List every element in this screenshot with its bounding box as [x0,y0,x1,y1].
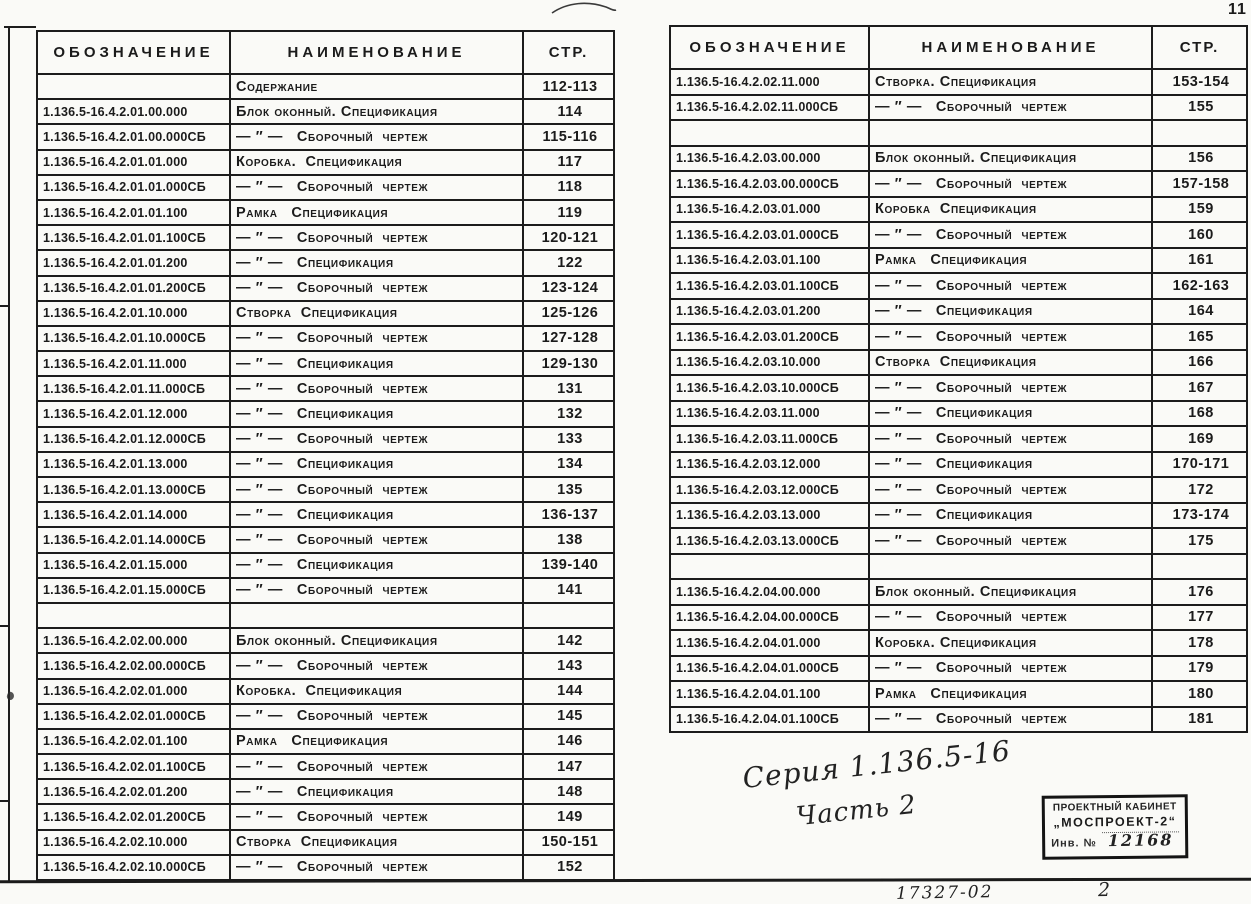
page-cell: 166 [1152,350,1247,376]
designation-cell [37,603,230,628]
designation-cell: 1.136.5-16.4.2.03.12.000 [670,452,869,478]
designation-cell: 1.136.5-16.4.2.01.01.100 [37,200,230,225]
page-cell: 169 [1152,426,1247,452]
table-row [670,401,1247,427]
table-row [37,175,614,200]
name-cell: — ″ — Сборочный чертеж [869,273,1152,299]
page-cell: 123-124 [523,276,614,301]
table-row [37,830,614,855]
stamp-inventory-number: 12168 [1102,831,1180,849]
frame-tick [0,305,9,307]
designation-cell: 1.136.5-16.4.2.03.12.000СБ [670,477,869,503]
table-row [37,704,614,729]
name-cell: Рамка Спецификация [230,729,523,754]
table-row [670,146,1247,172]
table-row [37,628,614,653]
designation-cell: 1.136.5-16.4.2.03.01.100 [670,248,869,274]
page-cell: 125-126 [523,301,614,326]
name-cell: — ″ — Сборочный чертеж [230,527,523,552]
page-cell: 180 [1152,681,1247,707]
name-cell: — ″ — Сборочный чертеж [230,653,523,678]
name-cell: Блок оконный. Спецификация [230,99,523,124]
name-cell: Коробка. Спецификация [230,679,523,704]
table-row [37,326,614,351]
page-corner-number: 11 [1228,1,1247,18]
table-row [670,171,1247,197]
page-cell: 172 [1152,477,1247,503]
designation-cell [670,554,869,580]
table-row [670,69,1247,95]
table-row [37,679,614,704]
name-cell: — ″ — Сборочный чертеж [230,704,523,729]
name-cell: — ″ — Спецификация [230,452,523,477]
page-cell: 168 [1152,401,1247,427]
page-cell: 173-174 [1152,503,1247,529]
stamp-org-name: „МОСПРОЕКТ-2“ [1053,814,1177,830]
name-cell: — ″ — Спецификация [230,250,523,275]
table-row [37,477,614,502]
name-cell: — ″ — Сборочный чертеж [230,427,523,452]
designation-cell: 1.136.5-16.4.2.03.11.000 [670,401,869,427]
name-cell: — ″ — Сборочный чертеж [230,754,523,779]
designation-cell: 1.136.5-16.4.2.01.13.000СБ [37,477,230,502]
name-cell [869,554,1152,580]
stamp-org-line: ПРОЕКТНЫЙ КАБИНЕТ [1052,801,1177,814]
handwritten-series-note: Серия 1.136.5-16 [741,734,1013,795]
table-row [37,502,614,527]
designation-cell: 1.136.5-16.4.2.03.01.000СБ [670,222,869,248]
table-row [37,553,614,578]
table-row [37,804,614,829]
page-cell: 142 [523,628,614,653]
designation-cell: 1.136.5-16.4.2.01.15.000СБ [37,578,230,603]
name-cell: — ″ — Сборочный чертеж [230,326,523,351]
table-row [37,452,614,477]
designation-cell: 1.136.5-16.4.2.03.01.100СБ [670,273,869,299]
table-row [37,276,614,301]
name-cell: — ″ — Сборочный чертеж [869,95,1152,121]
page-cell: 132 [523,401,614,426]
page-cell: 160 [1152,222,1247,248]
table-row [37,301,614,326]
designation-cell: 1.136.5-16.4.2.02.11.000 [670,69,869,95]
name-cell: Створка Спецификация [230,830,523,855]
table-row [670,426,1247,452]
page-cell: 139-140 [523,553,614,578]
name-cell: — ″ — Сборочный чертеж [869,605,1152,631]
page-cell: 148 [523,779,614,804]
designation-cell: 1.136.5-16.4.2.01.00.000СБ [37,124,230,149]
page-cell [1152,120,1247,146]
table-row [670,605,1247,631]
page-cell: 181 [1152,707,1247,733]
name-cell [869,120,1152,146]
page-cell: 127-128 [523,326,614,351]
table-row [37,200,614,225]
table-row [670,630,1247,656]
designation-cell: 1.136.5-16.4.2.02.01.000 [37,679,230,704]
name-cell: — ″ — Сборочный чертеж [869,324,1152,350]
name-cell: — ″ — Спецификация [230,502,523,527]
name-cell: Коробка Спецификация [869,197,1152,223]
name-cell: Створка Спецификация [230,301,523,326]
designation-cell: 1.136.5-16.4.2.02.11.000СБ [670,95,869,121]
page-cell [1152,554,1247,580]
page-cell: 165 [1152,324,1247,350]
table-row [670,350,1247,376]
name-cell: Створка Спецификация [869,350,1152,376]
designation-cell: 1.136.5-16.4.2.03.01.000 [670,197,869,223]
designation-cell: 1.136.5-16.4.2.03.00.000 [670,146,869,172]
name-cell: — ″ — Сборочный чертеж [869,656,1152,682]
designation-cell: 1.136.5-16.4.2.01.15.000 [37,553,230,578]
table-row [670,477,1247,503]
table-row [37,578,614,603]
name-cell: Коробка. Спецификация [230,150,523,175]
inventory-stamp [1042,794,1189,860]
page-cell: 149 [523,804,614,829]
page-cell: 179 [1152,656,1247,682]
designation-cell: 1.136.5-16.4.2.01.10.000 [37,301,230,326]
page-cell: 133 [523,427,614,452]
name-cell: — ″ — Сборочный чертеж [230,477,523,502]
table-row [37,779,614,804]
table-row [37,250,614,275]
table-row [670,324,1247,350]
frame-left-border [8,27,10,883]
page-cell: 131 [523,376,614,401]
designation-cell: 1.136.5-16.4.2.04.01.100 [670,681,869,707]
page-cell: 115-116 [523,124,614,149]
name-cell: — ″ — Сборочный чертеж [869,375,1152,401]
name-cell: — ″ — Сборочный чертеж [869,222,1152,248]
page-cell: 112-113 [523,74,614,99]
designation-cell: 1.136.5-16.4.2.02.00.000СБ [37,653,230,678]
designation-cell: 1.136.5-16.4.2.04.01.000СБ [670,656,869,682]
page-cell: 157-158 [1152,171,1247,197]
page-cell: 175 [1152,528,1247,554]
page-cell: 129-130 [523,351,614,376]
header-row [37,31,614,74]
designation-cell: 1.136.5-16.4.2.04.00.000СБ [670,605,869,631]
designation-cell: 1.136.5-16.4.2.02.01.000СБ [37,704,230,729]
name-cell: — ″ — Сборочный чертеж [869,528,1152,554]
page-cell: 119 [523,200,614,225]
page-cell: 146 [523,729,614,754]
designation-cell: 1.136.5-16.4.2.04.00.000 [670,579,869,605]
name-cell: Рамка Спецификация [869,681,1152,707]
name-cell: — ″ — Спецификация [869,299,1152,325]
page-cell: 147 [523,754,614,779]
table-row [37,401,614,426]
page-cell: 152 [523,855,614,880]
frame-tick [0,800,9,802]
page-cell: 114 [523,99,614,124]
page-cell: 155 [1152,95,1247,121]
name-cell: — ″ — Сборочный чертеж [230,804,523,829]
name-cell: — ″ — Сборочный чертеж [230,175,523,200]
designation-cell: 1.136.5-16.4.2.01.01.100СБ [37,225,230,250]
designation-cell: 1.136.5-16.4.2.02.00.000 [37,628,230,653]
table-row [670,656,1247,682]
name-cell: — ″ — Сборочный чертеж [230,376,523,401]
table-row [37,855,614,880]
page-cell: 122 [523,250,614,275]
page-cell: 117 [523,150,614,175]
table-row [670,95,1247,121]
page-cell: 177 [1152,605,1247,631]
name-cell: Створка. Спецификация [869,69,1152,95]
page-cell: 164 [1152,299,1247,325]
designation-cell: 1.136.5-16.4.2.03.01.200 [670,299,869,325]
table-row [37,99,614,124]
page-cell: 135 [523,477,614,502]
designation-cell: 1.136.5-16.4.2.01.01.200 [37,250,230,275]
designation-cell: 1.136.5-16.4.2.02.01.100СБ [37,754,230,779]
page-cell: 141 [523,578,614,603]
table-row [670,273,1247,299]
page-cell: 150-151 [523,830,614,855]
name-cell: Рамка Спецификация [869,248,1152,274]
designation-cell: 1.136.5-16.4.2.03.11.000СБ [670,426,869,452]
stamp-inventory-label: Инв. № [1051,837,1097,850]
table-row [670,452,1247,478]
name-cell: Содержание [230,74,523,99]
page-cell: 170-171 [1152,452,1247,478]
column-header: НАИМЕНОВАНИЕ [230,31,523,74]
spacer-row [670,554,1247,580]
table-row [37,527,614,552]
page-cell: 156 [1152,146,1247,172]
table-row [670,222,1247,248]
designation-cell: 1.136.5-16.4.2.03.00.000СБ [670,171,869,197]
footer-sheet-number: 2 [1097,878,1111,902]
designation-cell: 1.136.5-16.4.2.01.11.000 [37,351,230,376]
designation-cell [37,74,230,99]
designation-cell: 1.136.5-16.4.2.01.12.000СБ [37,427,230,452]
table-row [670,707,1247,733]
column-header: ОБОЗНАЧЕНИЕ [670,26,869,69]
spacer-row [37,603,614,628]
designation-cell: 1.136.5-16.4.2.02.10.000 [37,830,230,855]
designation-cell: 1.136.5-16.4.2.03.13.000СБ [670,528,869,554]
designation-cell: 1.136.5-16.4.2.02.01.200 [37,779,230,804]
designation-cell: 1.136.5-16.4.2.01.00.000 [37,99,230,124]
designation-cell: 1.136.5-16.4.2.04.01.100СБ [670,707,869,733]
page-cell: 134 [523,452,614,477]
page-cell: 161 [1152,248,1247,274]
table-row [670,299,1247,325]
contents-table-right [669,25,1248,733]
name-cell: Коробка. Спецификация [869,630,1152,656]
page-cell: 162-163 [1152,273,1247,299]
name-cell: — ″ — Сборочный чертеж [230,855,523,880]
designation-cell: 1.136.5-16.4.2.03.01.200СБ [670,324,869,350]
page-cell: 144 [523,679,614,704]
frame-top-tick [4,26,36,28]
contents-table-left [36,30,615,881]
designation-cell: 1.136.5-16.4.2.01.14.000 [37,502,230,527]
designation-cell [670,120,869,146]
page-cell: 138 [523,527,614,552]
name-cell: — ″ — Спецификация [230,351,523,376]
column-header: ОБОЗНАЧЕНИЕ [37,31,230,74]
name-cell: — ″ — Сборочный чертеж [869,477,1152,503]
spacer-row [670,120,1247,146]
name-cell: — ″ — Спецификация [230,779,523,804]
name-cell: — ″ — Спецификация [230,401,523,426]
designation-cell: 1.136.5-16.4.2.02.01.100 [37,729,230,754]
name-cell: — ″ — Сборочный чертеж [230,225,523,250]
designation-cell: 1.136.5-16.4.2.04.01.000 [670,630,869,656]
designation-cell: 1.136.5-16.4.2.01.01.000 [37,150,230,175]
name-cell: Блок оконный. Спецификация [869,146,1152,172]
name-cell: — ″ — Сборочный чертеж [230,578,523,603]
designation-cell: 1.136.5-16.4.2.01.10.000СБ [37,326,230,351]
designation-cell: 1.136.5-16.4.2.02.01.200СБ [37,804,230,829]
column-header: СТР. [1152,26,1247,69]
table-row [37,150,614,175]
handwritten-part-note: Часть 2 [794,789,919,833]
table-row [37,376,614,401]
name-cell: — ″ — Спецификация [230,553,523,578]
name-cell: — ″ — Спецификация [869,503,1152,529]
name-cell: — ″ — Сборочный чертеж [869,707,1152,733]
column-header: НАИМЕНОВАНИЕ [869,26,1152,69]
name-cell: — ″ — Спецификация [869,452,1152,478]
table-row [670,248,1247,274]
designation-cell: 1.136.5-16.4.2.03.13.000 [670,503,869,529]
table-row [37,729,614,754]
table-row [37,754,614,779]
name-cell: — ″ — Спецификация [869,401,1152,427]
page-cell: 145 [523,704,614,729]
page-cell: 120-121 [523,225,614,250]
name-cell: — ″ — Сборочный чертеж [869,171,1152,197]
table-row [37,74,614,99]
page-cell [523,603,614,628]
column-header: СТР. [523,31,614,74]
table-row [670,579,1247,605]
designation-cell: 1.136.5-16.4.2.02.10.000СБ [37,855,230,880]
table-row [37,225,614,250]
designation-cell: 1.136.5-16.4.2.01.11.000СБ [37,376,230,401]
table-row [670,528,1247,554]
page-cell: 153-154 [1152,69,1247,95]
page-cell: 178 [1152,630,1247,656]
frame-tick [0,625,9,627]
table-row [670,375,1247,401]
name-cell: — ″ — Сборочный чертеж [230,124,523,149]
page-cell: 167 [1152,375,1247,401]
table-row [670,197,1247,223]
designation-cell: 1.136.5-16.4.2.01.13.000 [37,452,230,477]
table-row [37,351,614,376]
designation-cell: 1.136.5-16.4.2.01.01.000СБ [37,175,230,200]
designation-cell: 1.136.5-16.4.2.01.14.000СБ [37,527,230,552]
page-cell: 176 [1152,579,1247,605]
pen-squiggle-mark [548,0,620,18]
table-row [37,427,614,452]
header-row [670,26,1247,69]
designation-cell: 1.136.5-16.4.2.03.10.000 [670,350,869,376]
table-row [670,681,1247,707]
name-cell: — ″ — Сборочный чертеж [230,276,523,301]
table-row [37,653,614,678]
name-cell: — ″ — Сборочный чертеж [869,426,1152,452]
designation-cell: 1.136.5-16.4.2.01.12.000 [37,401,230,426]
page-cell: 143 [523,653,614,678]
footer-document-number: 17327-02 [895,882,994,904]
name-cell: Рамка Спецификация [230,200,523,225]
table-row [670,503,1247,529]
page-cell: 118 [523,175,614,200]
name-cell: Блок оконный. Спецификация [230,628,523,653]
page-cell: 159 [1152,197,1247,223]
designation-cell: 1.136.5-16.4.2.01.01.200СБ [37,276,230,301]
page-cell: 136-137 [523,502,614,527]
name-cell [230,603,523,628]
table-row [37,124,614,149]
name-cell: Блок оконный. Спецификация [869,579,1152,605]
designation-cell: 1.136.5-16.4.2.03.10.000СБ [670,375,869,401]
